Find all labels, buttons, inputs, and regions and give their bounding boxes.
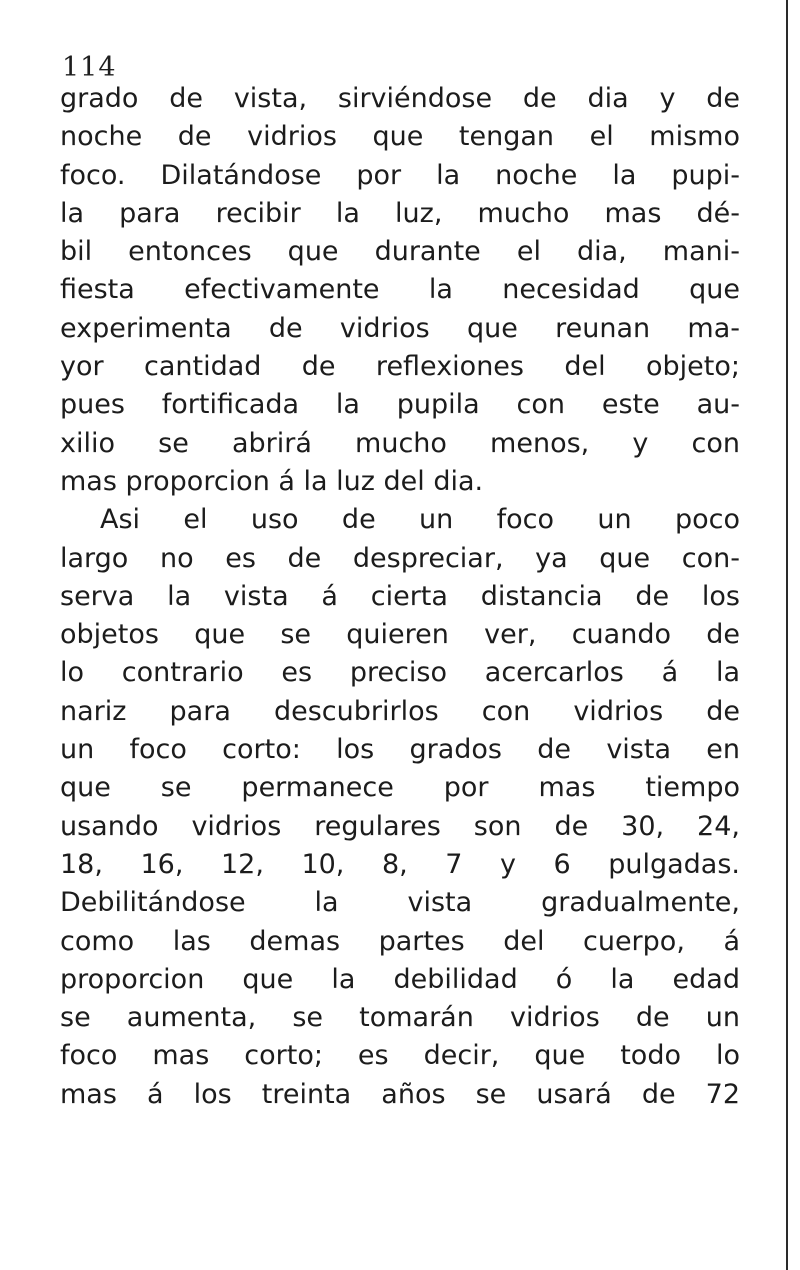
text-line: como las demas partes del cuerpo, á [60, 925, 740, 957]
text-line: largo no es de despreciar, ya que con- [60, 542, 740, 574]
paragraph-start-line: Asi el uso de un foco un poco [100, 504, 740, 536]
page-number: 114 [62, 52, 117, 83]
body-text [60, 80, 740, 1114]
text-line: bil entonces que durante el dia, mani- [60, 236, 740, 268]
text-line: usando vidrios regulares son de 30, 24, [60, 810, 740, 842]
text-line: se aumenta, se tomarán vidrios de un [60, 1002, 740, 1034]
text-line: la para recibir la luz, mucho mas dé- [60, 197, 740, 229]
text-line: lo contrario es preciso acercarlos á la [60, 657, 740, 689]
text-line: experimenta de vidrios que reunan ma- [60, 312, 740, 344]
text-line: 18, 16, 12, 10, 8, 7 y 6 pulgadas. [60, 848, 740, 880]
page-edge-divider [786, 0, 788, 1270]
text-line: Debilitándose la vista gradualmente, [60, 887, 740, 919]
text-line: objetos que se quieren ver, cuando de [60, 619, 740, 651]
text-line: mas á los treinta años se usará de 72 [60, 1078, 740, 1110]
text-line: fiesta efectivamente la necesidad que [60, 274, 740, 306]
text-line: yor cantidad de reflexiones del objeto; [60, 351, 740, 383]
text-line: xilio se abrirá mucho menos, y con [60, 427, 740, 459]
text-line: pues fortificada la pupila con este au- [60, 389, 740, 421]
text-line: un foco corto: los grados de vista en [60, 734, 740, 766]
text-line: noche de vidrios que tengan el mismo [60, 121, 740, 153]
text-line: foco mas corto; es decir, que todo lo [60, 1040, 740, 1072]
text-line: grado de vista, sirviéndose de dia y de [60, 83, 740, 114]
text-line: serva la vista á cierta distancia de los [60, 580, 740, 612]
paragraph-end-line: mas proporcion á la luz del dia. [60, 465, 484, 497]
text-line: foco. Dilatándose por la noche la pupi- [60, 159, 740, 191]
text-line: que se permanece por mas tiempo [60, 772, 740, 804]
text-line: proporcion que la debilidad ó la edad [60, 963, 740, 995]
text-line: nariz para descubrirlos con vidrios de [60, 695, 740, 727]
